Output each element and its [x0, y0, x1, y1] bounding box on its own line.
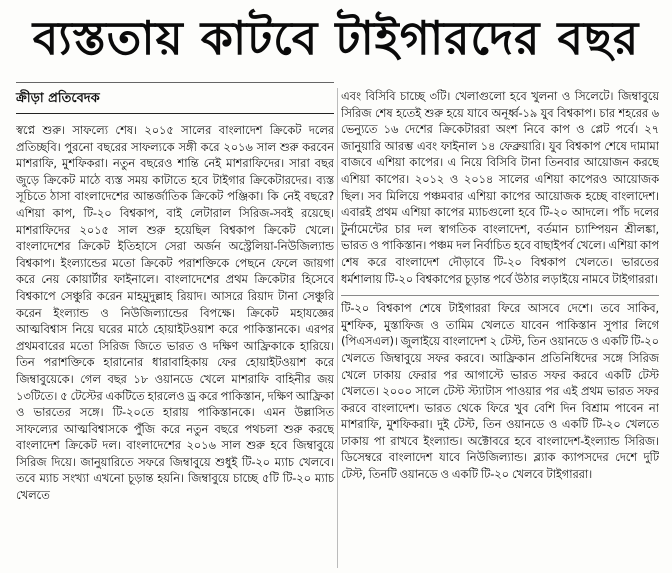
column-divider — [337, 88, 338, 568]
headline: ব্যস্ততায় কাটবে টাইগারদের বছর — [32, 11, 640, 65]
headline-rule — [16, 82, 334, 83]
column2-paragraph-2: টি-২০ বিশ্বকাপ শেষে টাইগাররা ফিরে আসবে দেশে। তবে সাকিব, মুশফিক, মুস্তাফিজ ও তামিম খেলতে যাবেন পাকিস্তান সুপার লিগে (পিএসএল)। জুলাইয়ে বাংলাদেশ ২ টেস্ট, তিন ওয়ানডে ও একটি টি-২০ খেলতে জিম্বাবুয়ে সফর করবে। আফ্রিকান প্রতিনিধিদের সঙ্গে সিরিজ খেলে ঢাকায় ফেরার পর আগাস্টে ভারত সফর করবে একটি টেস্ট খেলতে। ২০০০ সালে টেস্ট স্ট্যাটাস পাওয়ার পর এই প্রথম ভারত সফর করবে বাংলাদেশ। ভারত থেকে ফিরে খুব বেশি দিন বিশ্রাম পাবেন না মাশরাফি, মুশফিকরা। দুই টেস্ট, তিন ওয়ানডে ও একটি টি-২০ খেলতে ঢাকায় পা রাখবে ইংল্যান্ড। অক্টোবরে হবে বাংলাদেশ-ইংল্যান্ড সিরিজ। ডিসেম্বরে বাংলাদেশ যাবে নিউজিল্যান্ড। ব্ল্যাক ক্যাপসদের দেশে দুটি টেস্ট, তিনটি ওয়ানডে ও একটি টি-২০ খেলবে টাইগাররা। — [341, 295, 659, 483]
column1-paragraph: স্বপ্নে শুরু। সাফল্যে শেষ। ২০১৫ সালের বাংলাদেশ ক্রিকেট দলের প্রতিচ্ছবি। পুরনো বছরের সাফল্যকে সঙ্গী করে ২০১৬ সাল শুরু করবেন মাশরাফি, মুশফিকরা। নতুন বছরেও শান্তি নেই মাশরাফিদের। সারা বছর জুড়ে ক্রিকেট মাঠে ব্যস্ত সময় কাটাতে হবে টাইগার ক্রিকেটারদের। ব্যস্ত সূচিতে ঠাসা বাংলাদেশের আন্তর্জাতিক ক্রিকেট পঞ্জিকা। কি নেই বছরে? এশিয়া কাপ, টি-২০ বিশ্বকাপ, বাই লেটারাল সিরিজ-সবই রয়েছে। মাশরাফিদের ২০১৫ সাল শুরু হয়েছিল বিশ্বকাপ ক্রিকেট খেলে। বাংলাদেশের ক্রিকেট ইতিহাসে সেরা অর্জন অস্ট্রেলিয়া-নিউজিল্যান্ড বিশ্বকাপ। ইংল্যান্ডের মতো ক্রিকেট পরাশক্তিকে পেছনে ফেলে জায়গা করে নেয় কোয়ার্টার ফাইনালে। বাংলাদেশের প্রথম ক্রিকেটার হিসেবে বিশ্বকাপে সেঞ্চুরি করেন মাহমুদুল্লাহ রিয়াদ। আসরে রিয়াদ টানা সেঞ্চুরি করেন ইংল্যান্ড ও নিউজিল্যান্ডের বিপক্ষে। ক্রিকেট মহাযজ্ঞের আত্মবিশ্বাস নিয়ে ঘরের মাঠে হোয়াইটওয়াশ করে পাকিস্তানকে। এরপর প্রথমবারের মতো সিরিজ জিতে ভারত ও দক্ষিণ আফ্রিকাকে হারিয়ে। তিন পরাশক্তিকে হারানোর ধারাবাহিকায় ফের হোয়াইটওয়াশ করে জিম্বাবুয়েকে। গেল বছর ১৮ ওয়ানডে খেলে মাশরাফি বাহিনীর জয় ১৩টিতে। ৫ টেস্টের একটিতে হারলেও ড্র করে পাকিস্তান, দক্ষিণ আফ্রিকা ও ভারতের সঙ্গে। টি-২০তে হারায় পাকিস্তানকে। এমন উল্লাসিত সাফল্যের আত্মবিশ্বাসকে পুঁজি করে নতুন বছরে পথচলা শুরু করছে বাংলাদেশ ক্রিকেট দল। বাংলাদেশের ২০১৬ সাল শুরু হবে জিম্বাবুয়ে সিরিজ দিয়ে। জানুয়ারিতে সফরে জিম্বাবুয়ে শুধুই টি-২০ ম্যাচ খেলবে। তবে ম্যাচ সংখ্যা এখনো চূড়ান্ত হয়নি। জিম্বাবুয়ে চাচ্ছে ৫টি টি-২০ ম্যাচ খেলতে — [16, 123, 334, 503]
byline: ক্রীড়া প্রতিবেদক — [16, 89, 334, 114]
article-column-2 — [341, 88, 659, 571]
column2-paragraph-1: এবং বিসিবি চাচ্ছে ৩টি। খেলাগুলো হবে খুলনা ও সিলেটে। জিম্বাবুয়ে সিরিজ শেষ হতেই শুরু হয়ে যাবে অনূর্ধ্ব-১৯ যুব বিশ্বকাপ। চার শহরের ৬ ভেন্যুতে ১৬ দেশের ক্রিকেটাররা অংশ নিবে কাপ ও প্লেট পর্বে। ২৭ জানুয়ারি আরম্ভ এবং ফাইনাল ১৪ ফেব্রুয়ারি। যুব বিশ্বকাপ শেষে দামামা বাজবে এশিয়া কাপের। এ নিয়ে বিসিবি টানা তিনবার আয়োজন করছে এশিয়া কাপের। ২০১২ ও ২০১৪ সালের এশিয়া কাপেরও আয়োজক ছিল। সব মিলিয়ে পঞ্চমবার এশিয়া কাপের আয়োজক হচ্ছে বাংলাদেশ। এবারই প্রথম এশিয়া কাপের ম্যাচগুলো হবে টি-২০ আদলে। পাঁচ দলের টুর্নামেন্টের চার দল স্বাগতিক বাংলাদেশ, বর্তমান চ্যাম্পিয়ন শ্রীলঙ্কা, ভারত ও পাকিস্তান। পঞ্চম দল নির্বাচিত হবে বাছাইপর্ব খেলে। এশিয়া কাপ শেষ করে বাংলাদেশ দৌড়াবে টি-২০ বিশ্বকাপ খেলতে। ভারতের ধর্মশালায় টি-২০ বিশ্বকাপের চূড়ান্ত পর্বে উঠার লড়াইয়ে নামবে টাইগাররা। — [341, 89, 659, 286]
article-column-1 — [16, 122, 334, 571]
